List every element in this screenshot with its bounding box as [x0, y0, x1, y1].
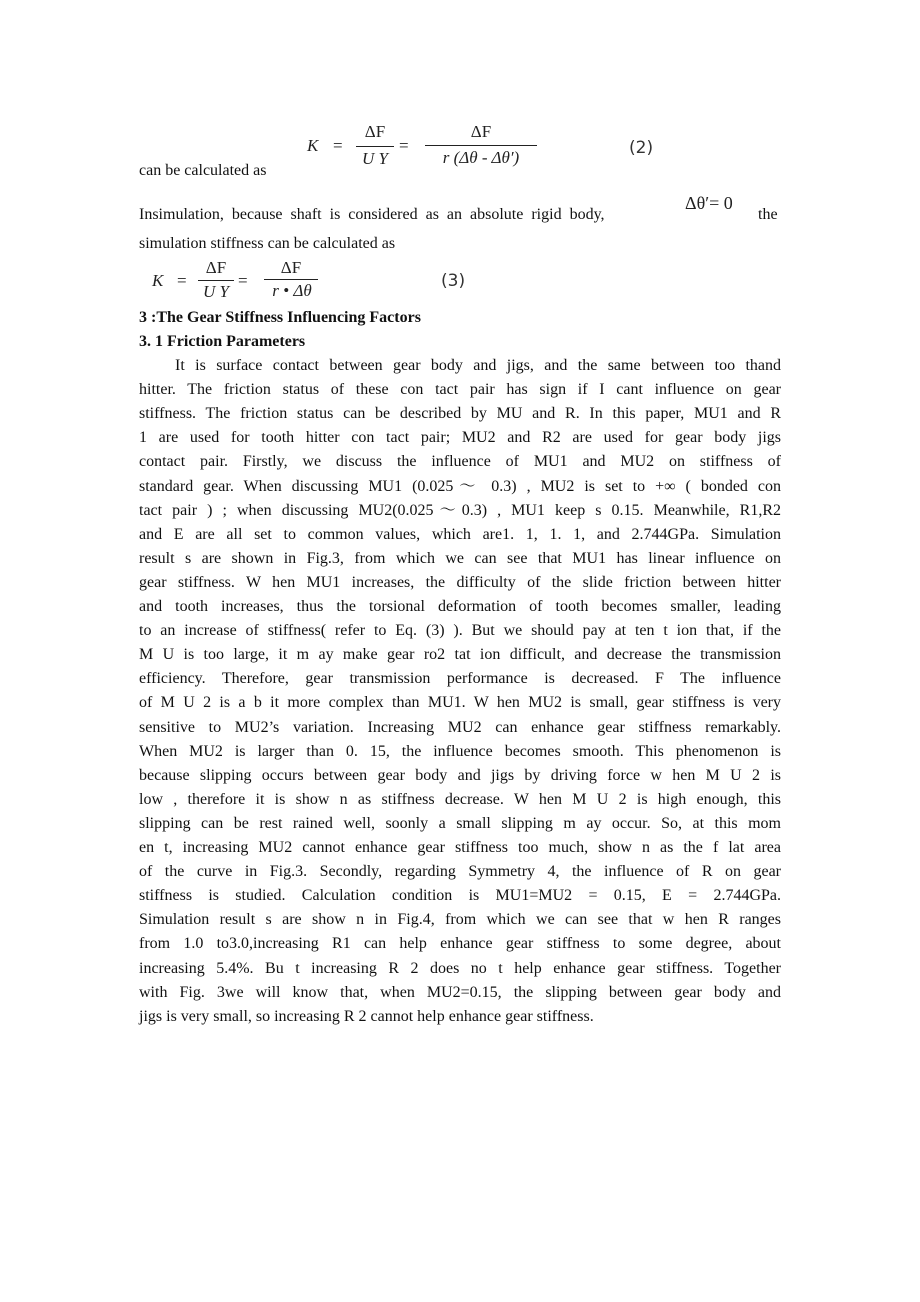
para2-line1-end: the	[758, 206, 778, 223]
body-line: hitter. The friction status of these con tact pair has sign if I cant influence on gear	[139, 381, 781, 399]
eq2-frac1-den: U Y	[362, 149, 388, 168]
eq2-frac2-den: r (Δθ - Δθ′)	[442, 148, 520, 167]
body-line: result s are shown in Fig.3, from which we can see that MU1 has linear influence on	[139, 549, 781, 567]
body-line: to an increase of stiffness( refer to Eq. (3) ). But we should pay at ten t ion that, if the	[139, 622, 781, 640]
eq3-number: (3)	[441, 271, 466, 291]
body-line: Simulation result s are show n in Fig.4, from which we can see that w hen R ranges	[139, 911, 781, 929]
eq2-lhs: K	[307, 136, 319, 155]
eq2-frac2-num: ΔF	[470, 122, 492, 141]
body-line: gear stiffness. W hen MU1 increases, the difficulty of the slide friction between hitter	[139, 573, 781, 591]
text-can-be-calculated: can be calculated as	[139, 162, 267, 179]
body-line: M U is too large, it m ay make gear ro2 tat ion difficult, and decrease the transmission	[139, 646, 781, 664]
body-line: of the curve in Fig.3. Secondly, regarding Symmetry 4, the influence of R on gear	[139, 863, 781, 881]
body-line: stiffness. The friction status can be described by MU and R. In this paper, MU1 and R	[139, 405, 781, 423]
eq3-lhs: K	[152, 271, 164, 290]
para2-line1: Insimulation, because shaft is considered as an absolute rigid body,	[139, 206, 605, 223]
eq3-frac2-den: r • Δθ	[272, 281, 312, 300]
body-line: low , therefore it is show n as stiffness decrease. W hen M U 2 is high enough, this	[139, 790, 781, 808]
body-line: of M U 2 is a b it more complex than MU1. W hen MU2 is small, gear stiffness is very	[139, 694, 781, 712]
body-line: jigs is very small, so increasing R 2 cannot help enhance gear stiffness.	[139, 1007, 594, 1025]
eq2-equals-2: =	[399, 136, 409, 155]
body-line: standard gear. When discussing MU1 (0.025～ 0.3) , MU2 is set to +∞ ( bonded con	[139, 477, 781, 495]
body-line: increasing 5.4%. Bu t increasing R 2 does no t help enhance gear stiffness. Together	[139, 959, 781, 977]
para2-line2: simulation stiffness can be calculated as	[139, 235, 396, 252]
eq3-frac2-num: ΔF	[280, 258, 302, 277]
body-line: 1 are used for tooth hitter con tact pair; MU2 and R2 are used for gear body jigs	[139, 429, 781, 447]
inline-equation-theta: Δθ′= 0	[685, 193, 733, 213]
body-line: When MU2 is larger than 0. 15, the influence becomes smooth. This phenomenon is	[139, 742, 781, 760]
eq2-frac1-bar	[356, 146, 394, 147]
body-line: tact pair ) ; when discussing MU2(0.025～0.3) , MU1 keep s 0.15. Meanwhile, R1,R2	[139, 501, 781, 519]
body-line: slipping can be rest rained well, soonly a small slipping m ay occur. So, at this mom	[139, 814, 781, 832]
eq3-frac1-bar	[198, 280, 234, 281]
body-line: sensitive to MU2’s variation. Increasing MU2 can enhance gear stiffness remarkably.	[139, 718, 781, 736]
body-line: stiffness is studied. Calculation condition is MU1=MU2 = 0.15, E = 2.744GPa.	[139, 887, 781, 905]
eq2-number: (2)	[629, 138, 654, 158]
body-line: and E are all set to common values, which are1. 1, 1. 1, and 2.744GPa. Simulation	[139, 525, 781, 543]
body-line: efficiency. Therefore, gear transmission performance is decreased. F The influence	[139, 670, 781, 688]
section-heading: 3 :The Gear Stiffness Influencing Factors	[139, 309, 421, 326]
eq3-frac2-bar	[264, 279, 318, 280]
eq3-frac1-num: ΔF	[205, 258, 227, 277]
body-line: It is surface contact between gear body and jigs, and the same between too thand	[175, 357, 781, 374]
subsection-heading: 3. 1 Friction Parameters	[139, 333, 306, 350]
body-line: and tooth increases, thus the torsional deformation of tooth becomes smaller, leading	[139, 598, 781, 615]
eq3-equals-1: =	[177, 271, 187, 290]
eq3-frac1-den: U Y	[203, 282, 229, 301]
body-line: contact pair. Firstly, we discuss the influence of MU1 and MU2 on stiffness of	[139, 453, 781, 471]
body-line: en t, increasing MU2 cannot enhance gear stiffness too much, show n as the f lat area	[139, 839, 781, 856]
eq2-frac2-bar	[425, 145, 537, 146]
body-line: from 1.0 to3.0,increasing R1 can help enhance gear stiffness to some degree, about	[139, 935, 781, 953]
eq3-equals-2: =	[238, 271, 248, 290]
eq2-frac1-num: ΔF	[364, 122, 386, 141]
body-line: because slipping occurs between gear body and jigs by driving force w hen M U 2 is	[139, 766, 781, 784]
eq2-equals-1: =	[333, 136, 343, 155]
body-line: with Fig. 3we will know that, when MU2=0.15, the slipping between gear body and	[139, 983, 781, 1001]
